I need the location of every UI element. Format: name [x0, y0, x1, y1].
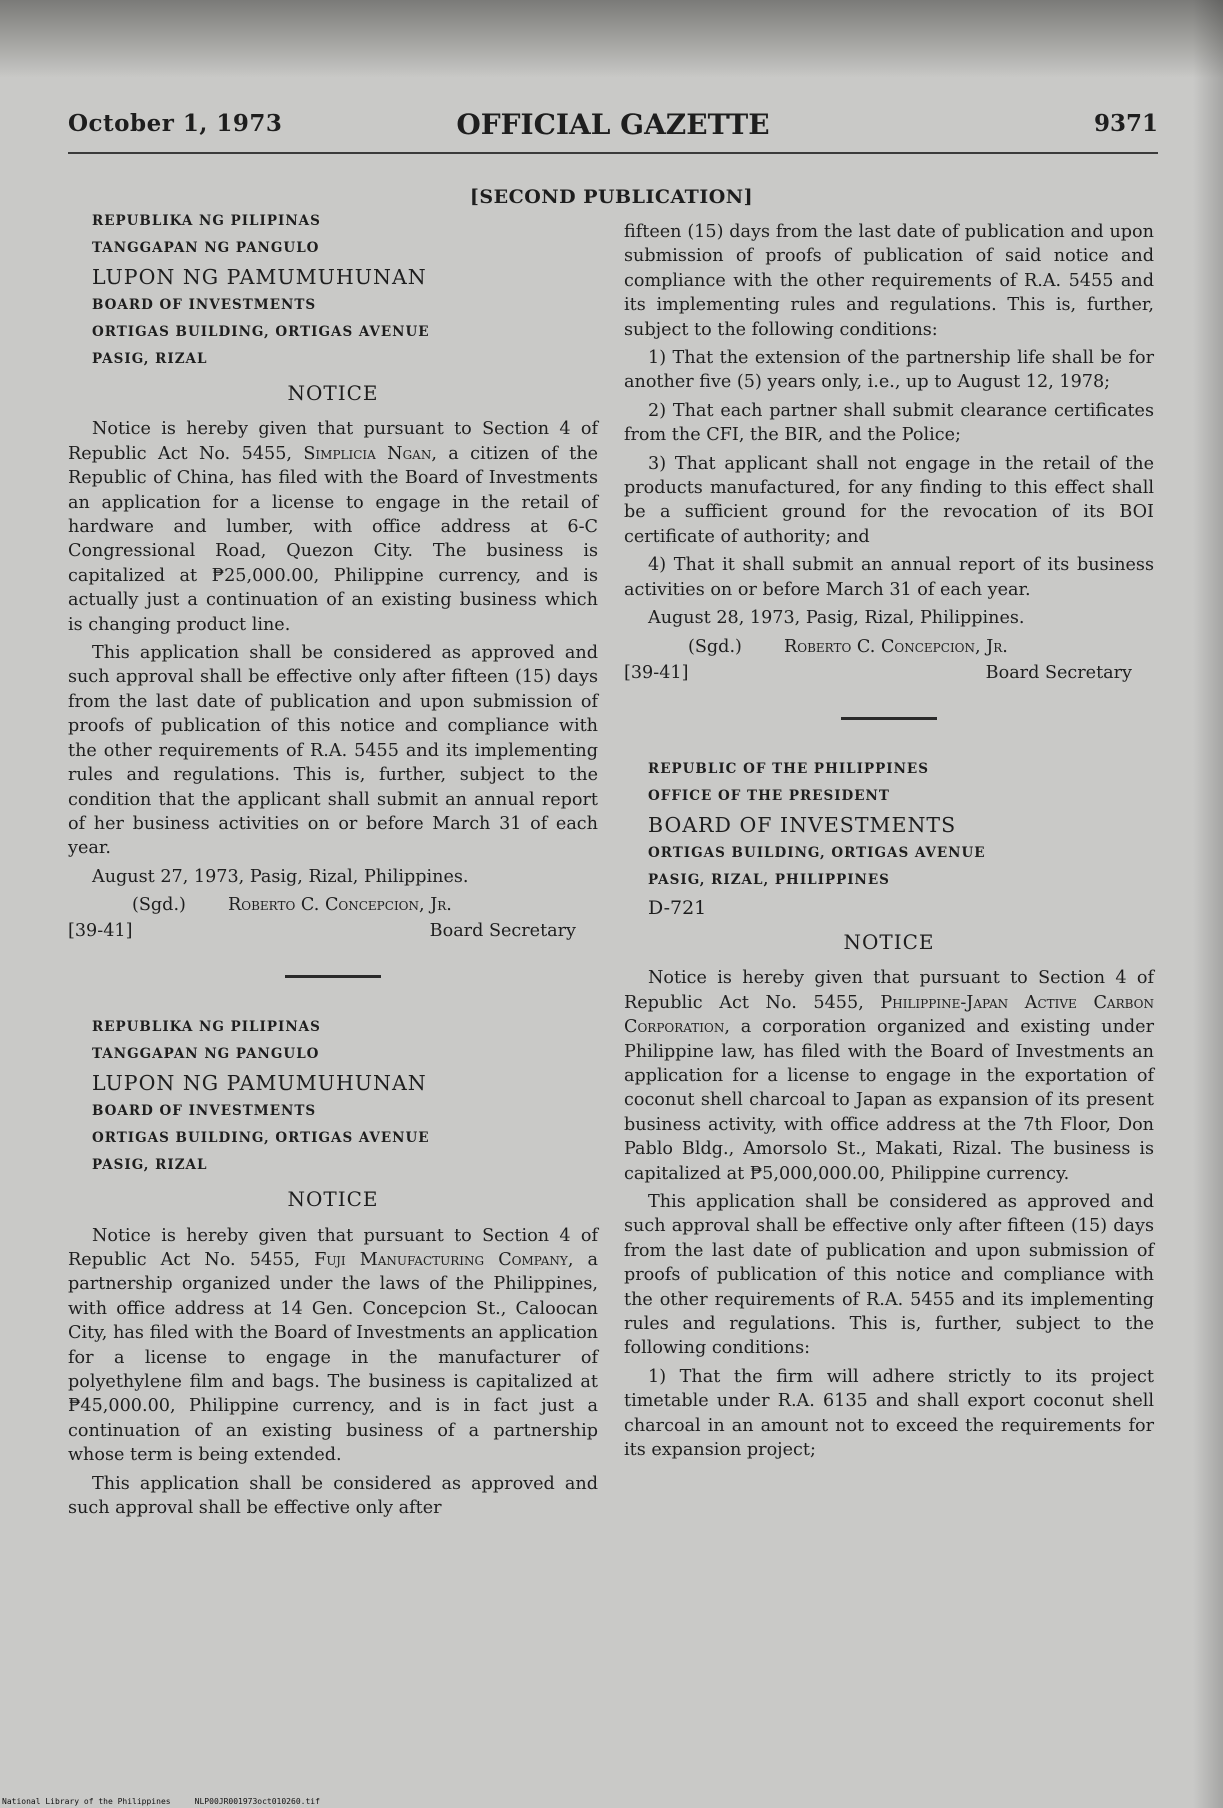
library-credit: National Library of the Philippines	[2, 1797, 171, 1806]
agency-line: BOARD OF INVESTMENTS	[92, 1103, 317, 1120]
notice-fuji-manufacturing-continued	[624, 220, 1154, 687]
publication-ref: [39-41]	[624, 662, 689, 683]
right-column	[624, 220, 1154, 1466]
agency-name: LUPON NG PAMUMUHUNAN	[92, 1071, 427, 1096]
applicant-name: Philippine-Japan Active Carbon Corporation	[624, 992, 1154, 1038]
notice-date: August 28, 1973, Pasig, Rizal, Philippines.	[648, 608, 1025, 629]
condition-item: 1) That the firm will adhere strictly to its project timetable under R.A. 6135 and shall export coconut shell charcoal in an amount not to exceed the requirements for its expansion project;	[624, 1366, 1154, 1461]
notice-paragraph	[624, 966, 1154, 1186]
paragraph-text: , a citizen of the Republic of China, has filed with the Board of Investments an application for a license to engage in the retail of hardware and lumber, with office address at 6-C Congressional Road, Quezon City. The business is capitalized at ₱25,000.00, Philippine currency, and is actually just a continuation of an existing business which is changing product line.	[68, 443, 598, 635]
signed-mark: (Sgd.)	[132, 895, 186, 916]
section-separator	[841, 717, 937, 720]
agency-line: REPUBLIKA NG PILIPINAS	[92, 1019, 321, 1036]
section-separator	[285, 975, 381, 978]
paragraph-text: Notice is hereby given that pursuant to Section 4 of Republic Act No. 5455,	[68, 1225, 598, 1270]
publication-ref: [39-41]	[68, 921, 133, 942]
signature-block	[68, 893, 598, 945]
condition-item: 3) That applicant shall not engage in the retail of the products manufactured, for any finding to this effect shall be a sufficient ground for the revocation of its BOI certificate of authority; and	[624, 453, 1154, 547]
notice-date: August 27, 1973, Pasig, Rizal, Philippines.	[92, 866, 469, 887]
agency-name: LUPON NG PAMUMUHUNAN	[92, 265, 427, 289]
applicant-name: Simplicia Ngan	[303, 443, 432, 464]
paragraph-text: Notice is hereby given that pursuant to Section 4 of Republic Act No. 5455,	[624, 968, 1154, 1013]
signatory-role: Board Secretary	[985, 662, 1132, 683]
signatory-name: Roberto C. Concepcion, Jr.	[784, 636, 1008, 657]
scan-shadow-right	[1193, 0, 1223, 1808]
notice-heading: NOTICE	[287, 381, 379, 405]
condition-item: 1) That the extension of the partnership life shall be for another five (5) years only, i.e., up to August 12, 1978;	[624, 348, 1154, 393]
notice-philippine-japan-active-carbon	[624, 758, 1154, 1463]
notice-heading: NOTICE	[843, 929, 935, 954]
signatory-role: Board Secretary	[429, 921, 576, 942]
agency-line: REPUBLIC OF THE PHILIPPINES	[648, 760, 929, 777]
condition-item: 4) That it shall submit an annual report of its business activities on or before March 31 of each year.	[624, 555, 1154, 600]
paragraph-text: , a corporation organized and existing under Philippine law, has filed with the Board of Investments an application for a license to engage in the exportation of coconut shell charcoal to Japan as expansion of its present business activity, with office address at the 7th Floor, Don Pablo Bldg., Amorsolo St., Makati, Rizal. The business is capitalized at ₱5,000,000.00, Philippine currency.	[624, 1017, 1154, 1184]
condition-item: 2) That each partner shall submit clearance certificates from the CFI, the BIR, and the Police;	[624, 400, 1154, 446]
publication-tag: [SECOND PUBLICATION]	[469, 186, 754, 208]
notice-paragraph: This application shall be considered as approved and such approval shall be effective only after fifteen (15) days from the last date of publication and upon submission of proofs of publication of this notice and compliance with the other requirements of R.A. 5455 and its implementing rules and regulations. This is, further, subject to the following conditions:	[624, 1191, 1154, 1359]
paragraph-text: , a partnership organized under the laws of the Philippines, with office address at 14 Gen. Concepcion St., Caloocan City, has filed with the Board of Investments an application for a license to engage in the manufacturer of polyethylene film and bags. The business is capitalized at ₱45,000.00, Philippine currency, and is in fact just a continuation of an existing business of a partnership whose term is being extended.	[68, 1249, 598, 1466]
agency-line: REPUBLIKA NG PILIPINAS	[92, 213, 321, 229]
notice-code: D-721	[648, 896, 707, 919]
notice-paragraph	[68, 417, 598, 637]
notice-heading: NOTICE	[287, 1187, 379, 1212]
agency-name: BOARD OF INVESTMENTS	[648, 812, 957, 837]
agency-address: ORTIGAS BUILDING, ORTIGAS AVENUE	[648, 844, 986, 861]
notice-paragraph	[68, 1224, 598, 1468]
signature-block	[624, 635, 1154, 687]
agency-address: ORTIGAS BUILDING, ORTIGAS AVENUE	[92, 324, 430, 340]
agency-address: PASIG, RIZAL	[92, 351, 208, 367]
agency-address: ORTIGAS BUILDING, ORTIGAS AVENUE	[92, 1130, 430, 1147]
issue-date: October 1, 1973	[68, 110, 283, 137]
applicant-name: Fuji Manufacturing Company	[314, 1249, 568, 1270]
agency-line: TANGGAPAN NG PANGULO	[92, 240, 320, 256]
scan-filename: NLP00JR001973oct010260.tif	[194, 1797, 320, 1806]
signed-mark: (Sgd.)	[688, 636, 742, 657]
paragraph-text: Notice is hereby given that pursuant to Section 4 of Republic Act No. 5455,	[68, 419, 598, 464]
agency-address: PASIG, RIZAL, PHILIPPINES	[648, 871, 890, 888]
notice-simplicia-ngan	[68, 210, 598, 945]
agency-address: PASIG, RIZAL	[92, 1157, 208, 1174]
agency-line: BOARD OF INVESTMENTS	[92, 297, 317, 313]
scan-shadow-top	[0, 0, 1223, 78]
agency-line: OFFICE OF THE PRESIDENT	[648, 787, 890, 804]
notice-paragraph: This application shall be considered as approved and such approval shall be effective only after	[68, 1473, 598, 1518]
notice-paragraph: fifteen (15) days from the last date of publication and upon submission of proofs of publication of said notice and compliance with the other requirements of R.A. 5455 and its implementing rules and regulations. This is, further, subject to the following conditions:	[624, 222, 1154, 340]
agency-line: TANGGAPAN NG PANGULO	[92, 1046, 320, 1063]
left-column	[68, 210, 598, 1524]
page-number: 9371	[1093, 110, 1158, 137]
signatory-name: Roberto C. Concepcion, Jr.	[228, 895, 452, 916]
notice-fuji-manufacturing	[68, 1016, 598, 1520]
publication-title: OFFICIAL GAZETTE	[456, 108, 770, 141]
page-header	[68, 108, 1158, 148]
header-rule	[68, 152, 1158, 154]
scan-footer	[2, 1797, 320, 1806]
notice-paragraph: This application shall be considered as approved and such approval shall be effective only after fifteen (15) days from the last date of publication and upon submission of proofs of publication of this notice and compliance with the other requirements of R.A. 5455 and its implementing rules and regulations. This is, further, subject to the condition that the applicant shall submit an annual report of her business activities on or before March 31 of each year.	[68, 643, 598, 859]
